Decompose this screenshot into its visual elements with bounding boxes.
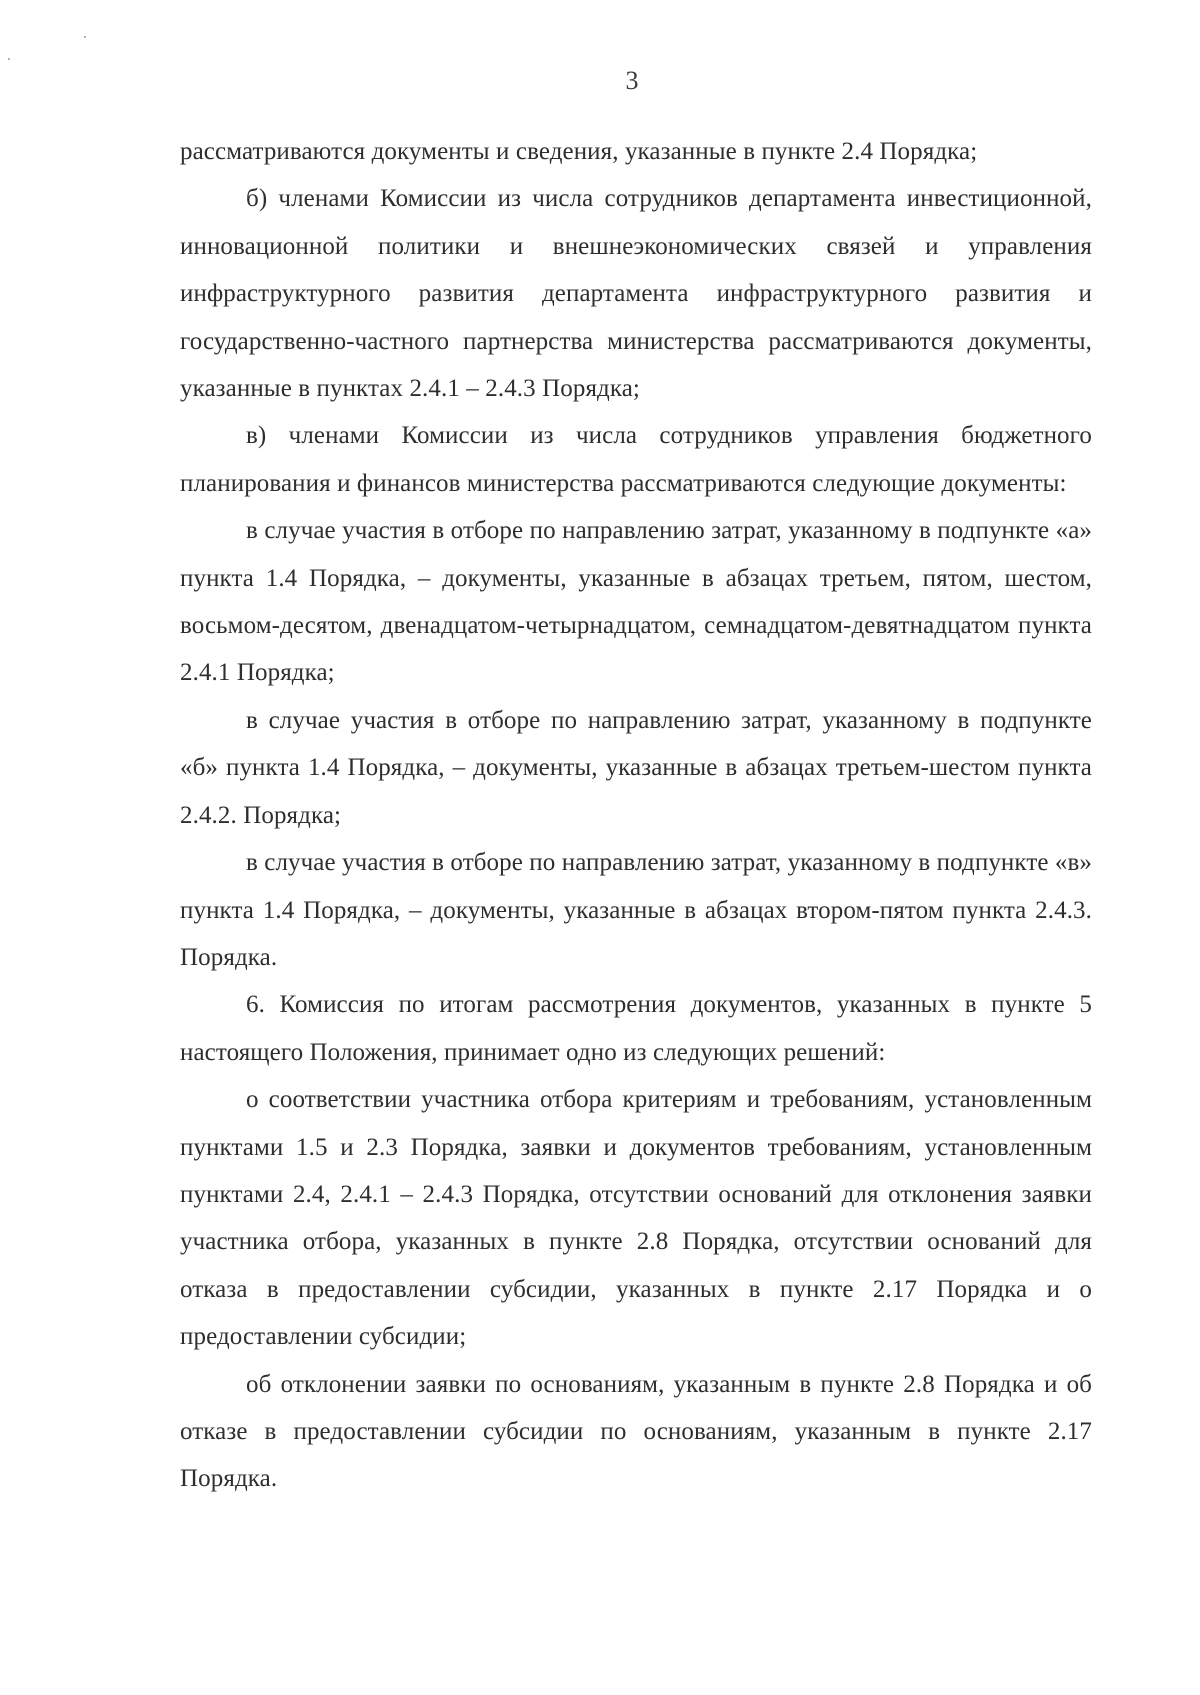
paragraph: б) членами Комиссии из числа сотрудников департамента инвестиционной, инновационной политики и внешнеэкономических связей и управления инфраструктурного развития департамента инфраструктурного развития и государственно-частного партнерства министерства рассматриваются документы, указанные в пунктах 2.4.1 – 2.4.3 Порядка; — [180, 185, 1092, 403]
paragraph: об отклонении заявки по основаниям, указанным в пункте 2.8 Порядка и об отказе в предоставлении субсидии по основаниям, указанным в пункте 2.17 Порядка. — [180, 1370, 1092, 1493]
page-number: 3 — [625, 66, 639, 95]
paragraph: в случае участия в отборе по направлению затрат, указанному в подпункте «а» пункта 1.4 Порядка, – документы, указанные в абзацах третьем, пятом, шестом, восьмом-десятом, двенадцатом-четырнадцатом, семнадцатом-девятнадцатом пункта 2.4.1 Порядка; — [180, 517, 1092, 687]
paragraph: в случае участия в отборе по направлению затрат, указанному в подпункте «в» пункта 1.4 Порядка, – документы, указанные в абзацах втором-пятом пункта 2.4.3. Порядка. — [180, 849, 1092, 971]
paragraph: в случае участия в отборе по направлению затрат, указанному в подпункте «б» пункта 1.4 Порядка, – документы, указанные в абзацах третьем-шестом пункта 2.4.2. Порядка; — [180, 706, 1092, 829]
paragraph: в) членами Комиссии из числа сотрудников управления бюджетного планирования и финансов министерства рассматриваются следующие документы: — [180, 422, 1092, 497]
paragraph: рассматриваются документы и сведения, указанные в пункте 2.4 Порядка; — [180, 138, 978, 165]
paragraph: о соответствии участника отбора критериям и требованиям, установленным пунктами 1.5 и 2.3 Порядка, заявки и документов требованиям, установленным пунктами 2.4, 2.4.1 – 2.4.3 Порядка, отсутствии оснований для отклонения заявки участника отбора, указанных в пункте 2.8 Порядка, отсутствии оснований для отказа в предоставлении субсидии, указанных в пункте 2.17 Порядка и о предоставлении субсидии; — [180, 1086, 1092, 1351]
scan-speck — [84, 36, 86, 38]
paragraph: 6. Комиссия по итогам рассмотрения документов, указанных в пункте 5 настоящего Положения, принимает одно из следующих решений: — [180, 991, 1092, 1066]
scan-speck — [8, 58, 10, 60]
document-body — [180, 128, 1092, 1503]
